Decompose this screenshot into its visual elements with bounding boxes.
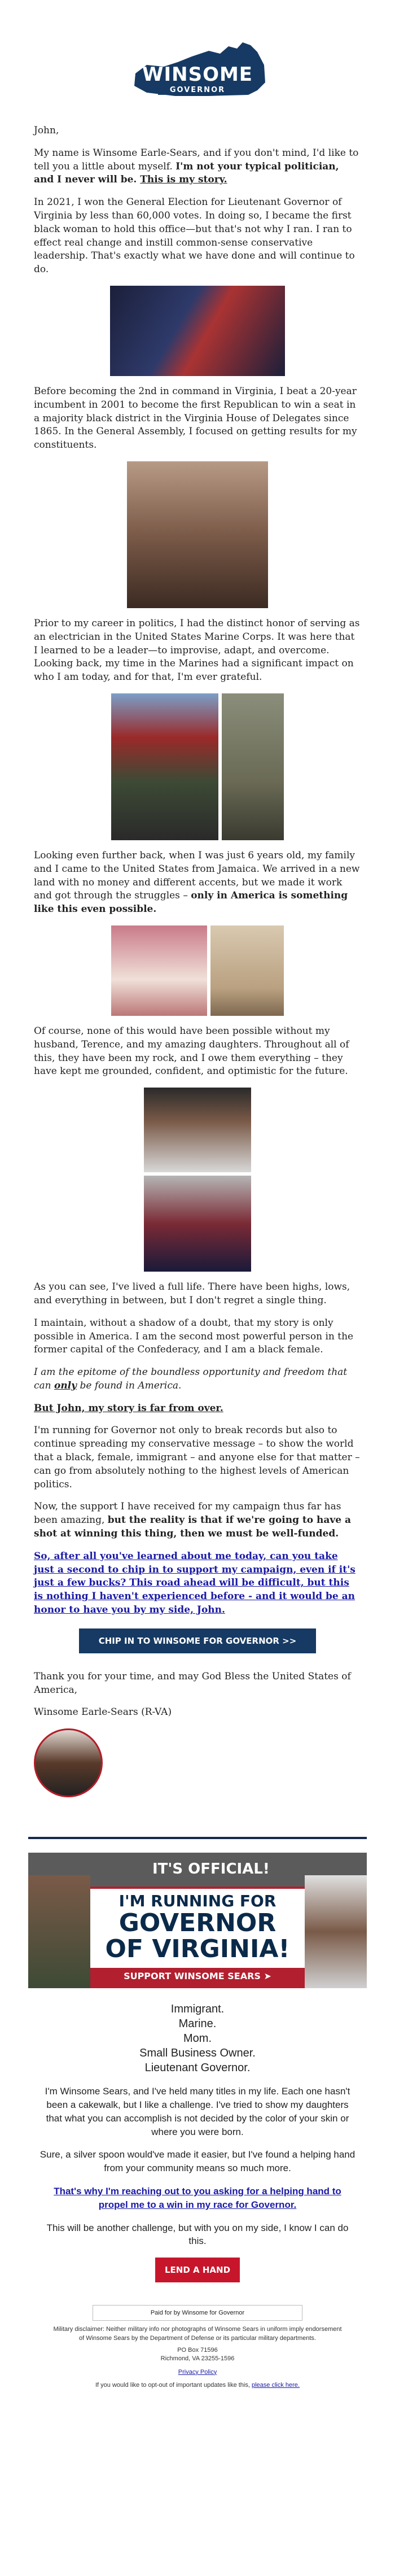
banner-photo-right <box>305 1875 367 1988</box>
donate-link[interactable]: So, after all you've learned about me today, can you take just a second to chip in to support my campaign, even if it's just a few bucks? This road ahead will be difficult, but this is nothing I haven't experienced before - and it would be an honor to have you by my side, John. <box>34 1550 356 1616</box>
banner-photo-left <box>28 1875 90 1988</box>
military-disclaimer: Military disclaimer: Neither military info nor photographs of Winsome Sears in uniform imply endorsement of Winsome Sears by the Department of Defense or its particular military departments. <box>53 2326 342 2342</box>
list-item: Marine. <box>178 2018 217 2031</box>
intro-bold: I'm not your typical politician, and I never will be. <box>34 160 339 186</box>
avatar <box>34 1728 103 1797</box>
family-photo-2 <box>144 1176 251 1272</box>
paragraph-epitome <box>34 1366 361 1393</box>
opt-out-link[interactable]: please click here. <box>251 2382 300 2389</box>
titles-list <box>28 2002 367 2075</box>
paragraph-lt-governor: In 2021, I won the General Election for Lieutenant Governor of Virginia by less than 60,000 votes. In doing so, I became the first black woman to hold this office—but that's not why I ran. I ran to effect real change and instill common-sense conservative leadership. That's exactly what we have done and will continue to do. <box>34 197 355 276</box>
signature: Winsome Earle-Sears (R-VA) <box>34 1706 172 1718</box>
lend-a-hand-button[interactable]: LEND A HAND <box>155 2258 240 2282</box>
footer-disclaimer <box>51 2325 344 2390</box>
jamaica-text: Looking even further back, when I was just 6 years old, my family and I came to the United States from Jamaica. We arrived in a new land with no money and different accents, but we made it work and got through the struggles – <box>34 849 360 902</box>
childhood-photos <box>34 925 361 1016</box>
paragraph-thank-you: Thank you for your time, and may God Bless the United States of America, <box>34 1670 351 1696</box>
paid-for-box: Paid for by Winsome for Governor <box>93 2305 302 2321</box>
funding-text: Now, the support I have received for my campaign thus far has been amazing, <box>34 1501 341 1526</box>
list-item: Small Business Owner. <box>139 2047 256 2060</box>
address-line-2: Richmond, VA 23255-1596 <box>160 2355 235 2363</box>
list-item: Mom. <box>183 2032 212 2045</box>
childhood-photo-1 <box>111 925 207 1016</box>
banner-line1: I'M RUNNING FOR <box>118 1892 276 1911</box>
section2-paragraph-3 <box>40 2185 356 2212</box>
family-photo-1 <box>144 1088 251 1172</box>
privacy-policy-link[interactable]: Privacy Policy <box>178 2368 217 2376</box>
epitome-only: only <box>54 1379 77 1391</box>
address-line-1: PO Box 71596 <box>177 2346 218 2354</box>
banner-official: IT'S OFFICIAL! <box>152 1861 270 1878</box>
paragraph-only-in-america: I maintain, without a shadow of a doubt, that my story is only possible in America. I am the second most powerful person in the former capital of the Confederacy, and I am a black female. <box>34 1317 354 1356</box>
paragraph-funding <box>34 1500 361 1540</box>
paragraph-house-delegates: Before becoming the 2nd in command in Virginia, I beat a 20-year incumbent in 2001 to become the first Republican to win a seat in a majority black district in the Virginia House of Delegates since 1865. In the General Assembly, I focused on getting results for my constituents. <box>34 385 357 451</box>
helping-hand-link[interactable]: That's why I'm reaching out to you asking for a helping hand to propel me to a win in my race for Governor. <box>54 2186 341 2210</box>
childhood-photo-2 <box>210 925 284 1016</box>
epitome-b: be found in America. <box>77 1379 182 1391</box>
banner-line3: OF VIRGINIA! <box>105 1935 290 1964</box>
paragraph-donate-link <box>34 1550 361 1617</box>
paragraph-full-life: As you can see, I've lived a full life. There have been highs, lows, and everything in between, but I don't regret a single thing. <box>34 1281 350 1306</box>
list-item: Lieutenant Governor. <box>144 2062 251 2075</box>
marine-photo-2 <box>222 693 284 840</box>
paragraph-intro <box>34 147 361 187</box>
section2-paragraph-2: Sure, a silver spoon would've made it easier, but I've found a helping hand from your community means so much more. <box>40 2149 356 2174</box>
marine-photo-1 <box>111 693 218 840</box>
intro-text: My name is Winsome Earle-Sears, and if you don't mind, I'd like to tell you a little about myself. <box>34 147 359 172</box>
banner-title <box>96 1892 299 1962</box>
paragraph-family: Of course, none of this would have been possible without my husband, Terence, and my amazing daughters. Throughout all of this, they have been my rock, and I owe them everything – they have kept me grounded, confident, and optimistic for the future. <box>34 1025 349 1077</box>
logo-wordmark: WINSOME <box>142 63 253 86</box>
inauguration-photo <box>110 286 285 376</box>
epitome-a: I am the epitome of the boundless opportunity and freedom that can <box>34 1366 348 1391</box>
campaign-banner[interactable] <box>28 1853 367 1988</box>
section2-paragraph-1: I'm Winsome Sears, and I've held many titles in my life. Each one hasn't been a cakewalk, but I like a challenge. I've tried to show my daughters that what you can accomplish is not decided by the color of your skin or where you were born. <box>45 2086 350 2137</box>
section2-paragraph-4: This will be another challenge, but with you on my side, I know I can do this. <box>46 2222 349 2247</box>
paragraph-marines: Prior to my career in politics, I had the distinct honor of serving as an electrician in the United States Marine Corps. It was here that I learned to be a leader—to improvise, adapt, and overcome. Looking back, my time in the Marines had a significant impact on who I am today, and for that, I'm ever grateful. <box>34 617 360 683</box>
greeting: John, <box>34 125 59 136</box>
email-header <box>28 0 367 113</box>
marine-photos <box>34 693 361 840</box>
paragraph-running: I'm running for Governor not only to break records but also to continue spreading my conservative message – to show the world that a black, female, immigrant – and anyone else for that matter – can go from absolutely nothing to the highest levels of American politics. <box>34 1425 360 1490</box>
paragraph-jamaica <box>34 849 361 916</box>
logo-subtitle: GOVERNOR <box>169 86 226 94</box>
chip-in-button[interactable]: CHIP IN TO WINSOME FOR GOVERNOR >> <box>79 1628 316 1653</box>
section-divider <box>28 1837 367 1839</box>
jamaica-bold: only in America is something like this even possible. <box>34 890 348 915</box>
portrait-photo <box>127 461 268 608</box>
banner-support[interactable]: SUPPORT WINSOME SEARS ➤ <box>102 1968 293 1985</box>
opt-out-line <box>51 2381 344 2390</box>
list-item: Immigrant. <box>170 2003 225 2016</box>
funding-bold: but the reality is that if we're going to have a shot at winning this thing, then we must be well-funded. <box>34 1514 352 1540</box>
opt-out-text: If you would like to opt-out of important updates like this, <box>95 2382 252 2389</box>
banner-line2: GOVERNOR <box>118 1909 276 1938</box>
paragraph-story-not-over: But John, my story is far from over. <box>34 1402 223 1414</box>
intro-bold-underline: This is my story. <box>140 174 227 186</box>
